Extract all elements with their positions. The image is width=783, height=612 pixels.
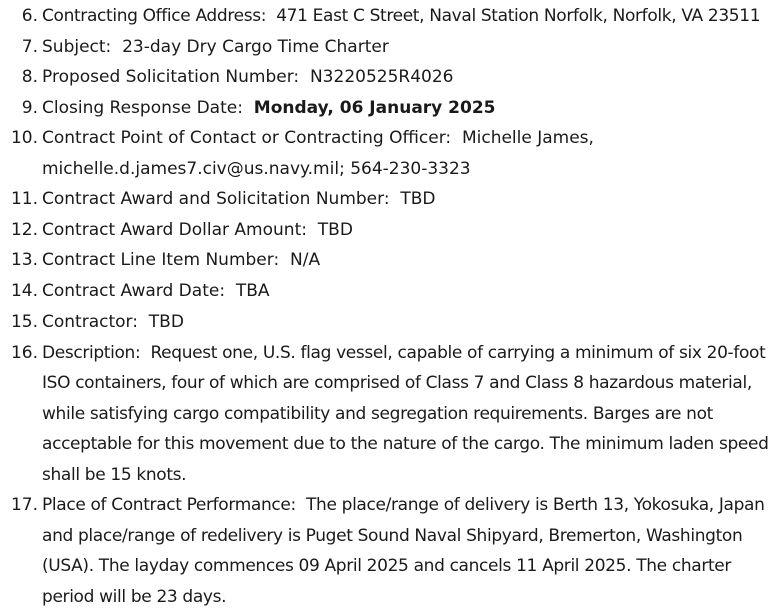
item-label: Contractor: <box>42 312 138 332</box>
place-of-performance-text-line: and place/range of redelivery is Puget Sound Naval Shipyard, Bremerton, Washington <box>42 521 783 552</box>
item-label: Contract Point of Contact or Contracting Officer: <box>42 128 451 148</box>
description-text-line: while satisfying cargo compatibility and segregation requirements. Barges are not <box>42 399 783 430</box>
item-label: Contract Award Date: <box>42 281 225 301</box>
line-item-number-value: N/A <box>290 250 320 270</box>
place-of-performance-text-line: period will be 23 days. <box>42 582 783 612</box>
item-number: 14. <box>11 276 38 307</box>
item-number: 16. <box>11 338 38 369</box>
item-number: 8. <box>22 62 38 93</box>
point-of-contact-name: Michelle James, <box>462 128 594 148</box>
subject-value: 23-day Dry Cargo Time Charter <box>122 37 389 57</box>
item-number: 17. <box>11 490 38 521</box>
place-of-performance-text-line: The place/range of delivery is Berth 13, Yokosuka, Japan <box>306 495 765 515</box>
item-number: 6. <box>22 1 38 32</box>
item-label: Contract Award and Solicitation Number: <box>42 189 390 209</box>
award-date-value: TBA <box>236 281 270 301</box>
description-text-line: Request one, U.S. flag vessel, capable of carrying a minimum of six 20-foot <box>150 343 765 363</box>
point-of-contact-email-phone: michelle.d.james7.civ@us.navy.mil; 564-230-3323 <box>42 154 783 185</box>
description-text-line: ISO containers, four of which are comprised of Class 7 and Class 8 hazardous material, <box>42 368 783 399</box>
description-text-line: acceptable for this movement due to the nature of the cargo. The minimum laden speed <box>42 429 783 460</box>
item-number: 11. <box>11 184 38 215</box>
item-number: 15. <box>11 307 38 338</box>
place-of-performance-text-line: (USA). The layday commences 09 April 2025 and cancels 11 April 2025. The charter <box>42 551 783 582</box>
item-number: 9. <box>22 93 38 124</box>
item-label: Closing Response Date: <box>42 98 243 118</box>
contractor-value: TBD <box>149 312 184 332</box>
item-number: 12. <box>11 215 38 246</box>
item-number: 7. <box>22 32 38 63</box>
item-label: Subject: <box>42 37 111 57</box>
item-label: Contracting Office Address: <box>42 6 266 26</box>
award-dollar-amount-value: TBD <box>318 220 353 240</box>
item-label: Proposed Solicitation Number: <box>42 67 299 87</box>
solicitation-number-value: N3220525R4026 <box>310 67 454 87</box>
description-text-line: shall be 15 knots. <box>42 460 783 491</box>
award-solicitation-number-value: TBD <box>400 189 435 209</box>
closing-response-date-value: Monday, 06 January 2025 <box>254 98 496 118</box>
item-label: Contract Line Item Number: <box>42 250 279 270</box>
contracting-office-address-value: 471 East C Street, Naval Station Norfolk, Norfolk, VA 23511 <box>276 6 760 26</box>
item-label: Description: <box>42 343 140 363</box>
item-number: 13. <box>11 245 38 276</box>
item-number: 10. <box>11 123 38 154</box>
item-label: Contract Award Dollar Amount: <box>42 220 307 240</box>
item-label: Place of Contract Performance: <box>42 495 296 515</box>
